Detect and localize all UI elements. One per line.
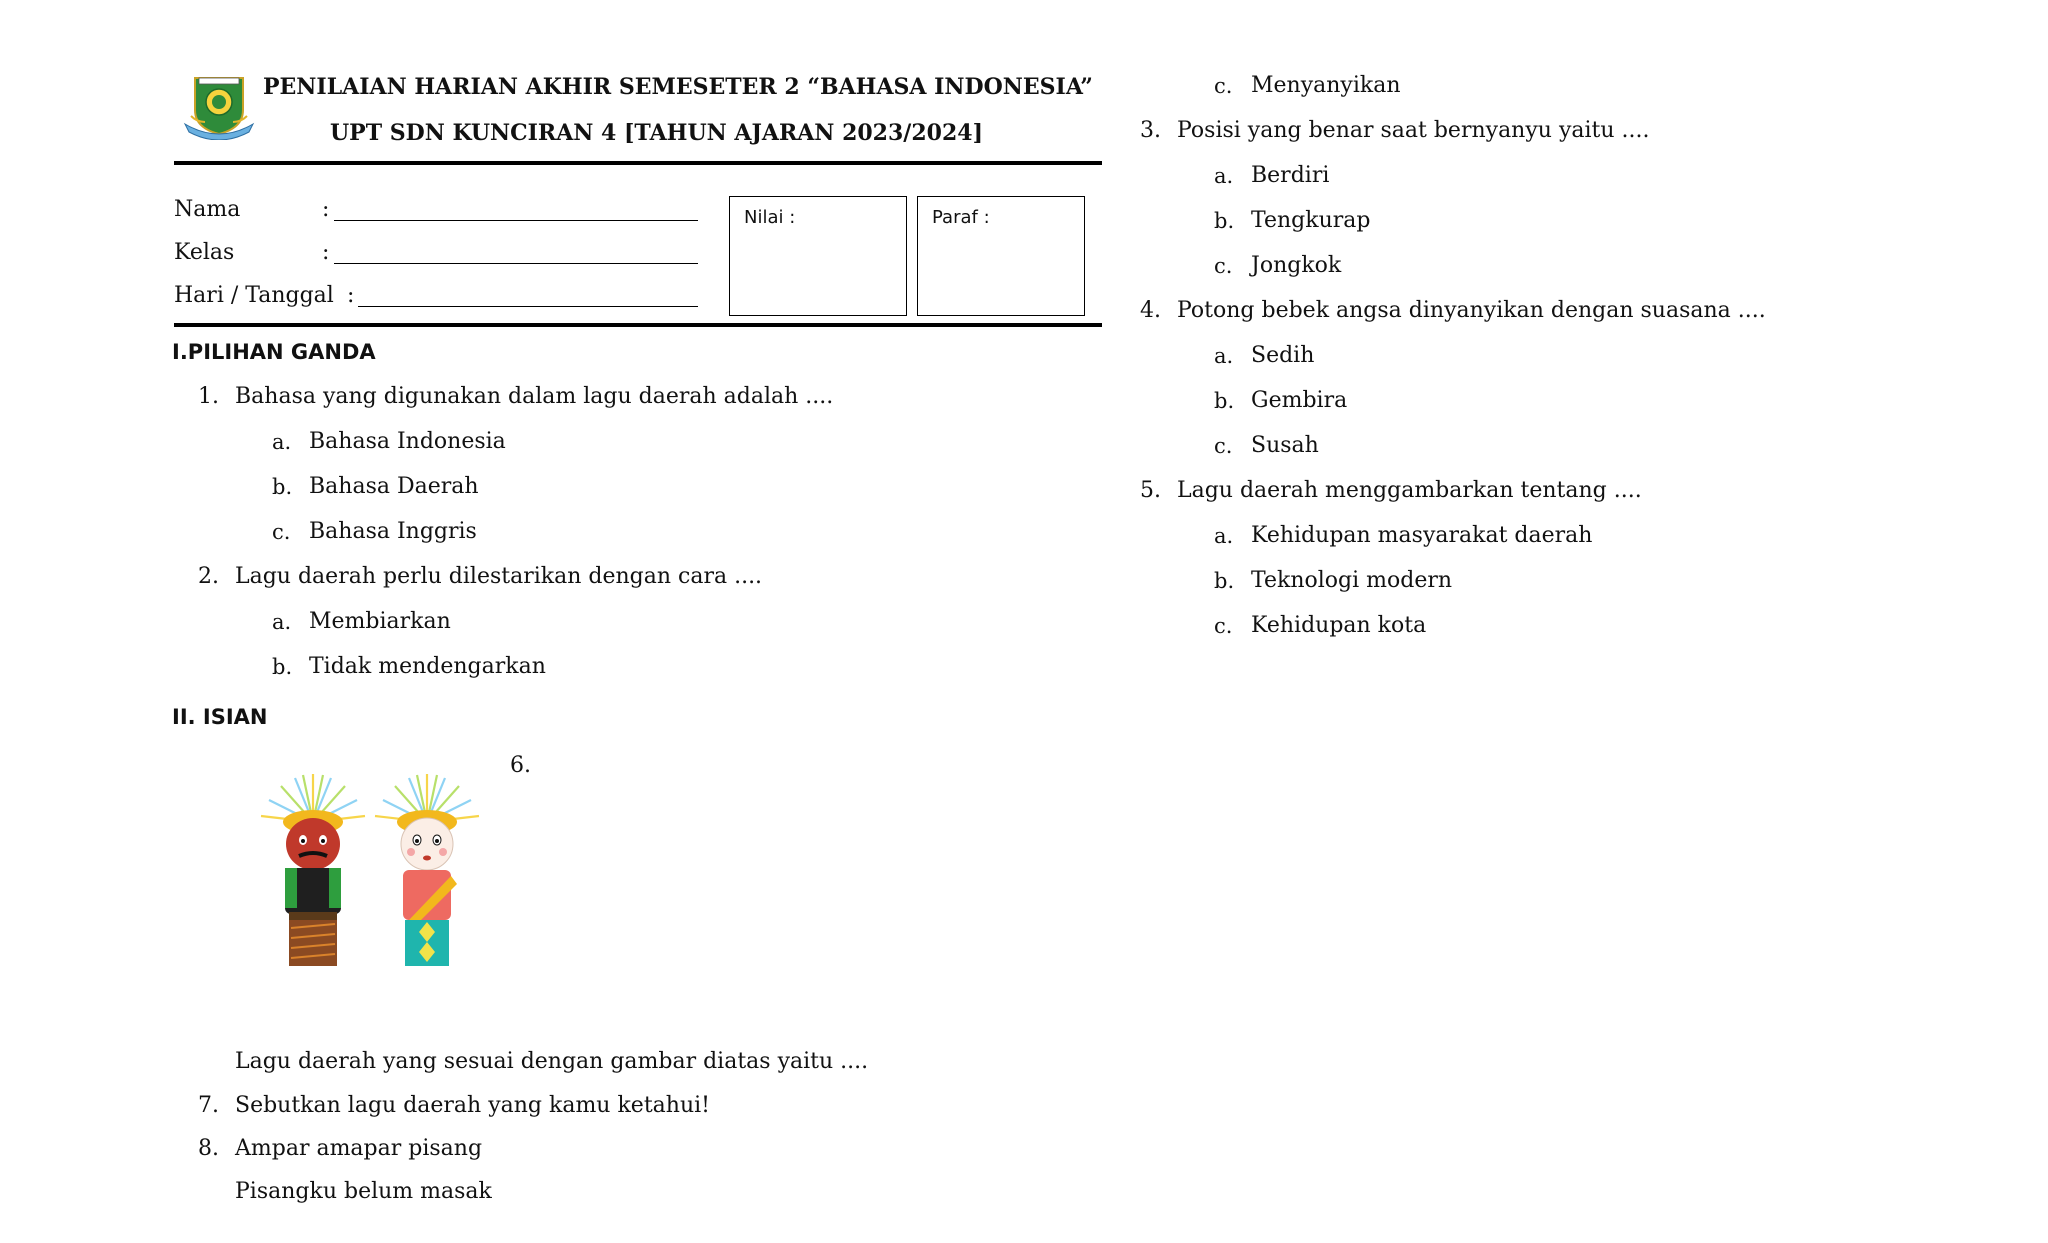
paraf-box[interactable] xyxy=(917,196,1085,316)
question-5-number: 5. xyxy=(1140,478,1161,503)
betawi-couple-illustration xyxy=(255,772,485,987)
hari-tanggal-field[interactable] xyxy=(358,306,698,307)
hari-tanggal-colon: : xyxy=(347,283,355,308)
question-5-text: Lagu daerah menggambarkan tentang .... xyxy=(1177,478,1642,503)
q3-option-c[interactable]: Jongkok xyxy=(1251,253,1342,278)
kelas-label: Kelas xyxy=(174,240,235,265)
q2-option-c[interactable]: Menyanyikan xyxy=(1251,73,1401,98)
q5-option-c[interactable]: Kehidupan kota xyxy=(1251,613,1427,638)
q3-option-c-letter: c. xyxy=(1214,254,1233,278)
section-2-title: ISIAN xyxy=(202,705,268,729)
nama-colon: : xyxy=(322,197,330,222)
section-1-title: PILIHAN GANDA xyxy=(187,340,376,364)
question-2-number: 2. xyxy=(198,564,219,589)
q2-option-a[interactable]: Membiarkan xyxy=(309,609,451,634)
section-1-heading xyxy=(172,340,376,364)
school-logo xyxy=(183,72,255,140)
question-6-number: 6. xyxy=(510,753,531,778)
question-8-line-2: Pisangku belum masak xyxy=(235,1179,492,1204)
question-7-number: 7. xyxy=(198,1093,219,1118)
school-subtitle: UPT SDN KUNCIRAN 4 [TAHUN AJARAN 2023/2024] xyxy=(330,120,983,146)
q5-option-b[interactable]: Teknologi modern xyxy=(1251,568,1453,593)
q1-option-b[interactable]: Bahasa Daerah xyxy=(309,474,479,499)
q1-option-a[interactable]: Bahasa Indonesia xyxy=(309,429,506,454)
q4-option-b-letter: b. xyxy=(1214,389,1235,413)
kelas-colon: : xyxy=(322,240,330,265)
nama-label: Nama xyxy=(174,197,241,222)
question-1-text: Bahasa yang digunakan dalam lagu daerah adalah .... xyxy=(235,384,834,409)
section-1-roman: I. xyxy=(172,340,188,364)
q4-option-b[interactable]: Gembira xyxy=(1251,388,1348,413)
question-6-text: Lagu daerah yang sesuai dengan gambar diatas yaitu .... xyxy=(235,1049,869,1074)
question-7-text: Sebutkan lagu daerah yang kamu ketahui! xyxy=(235,1093,710,1118)
nama-field[interactable] xyxy=(334,220,698,221)
q3-option-a[interactable]: Berdiri xyxy=(1251,163,1330,188)
q3-option-a-letter: a. xyxy=(1214,164,1234,188)
hari-tanggal-label: Hari / Tanggal xyxy=(174,283,334,308)
kelas-field[interactable] xyxy=(334,263,698,264)
section-2-roman: II. xyxy=(172,705,196,729)
question-3-number: 3. xyxy=(1140,118,1161,143)
q1-option-c[interactable]: Bahasa Inggris xyxy=(309,519,477,544)
q4-option-a[interactable]: Sedih xyxy=(1251,343,1315,368)
q2-option-b-letter: b. xyxy=(272,655,293,679)
paraf-label: Paraf : xyxy=(932,207,990,228)
q2-option-b[interactable]: Tidak mendengarkan xyxy=(309,654,546,679)
q1-option-c-letter: c. xyxy=(272,520,291,544)
question-1-number: 1. xyxy=(198,384,219,409)
school-emblem-icon xyxy=(183,72,255,140)
question-4-number: 4. xyxy=(1140,298,1161,323)
exam-title: PENILAIAN HARIAN AKHIR SEMESETER 2 “BAHASA INDONESIA” xyxy=(263,74,1093,100)
q3-option-b-letter: b. xyxy=(1214,209,1235,233)
header-top-rule xyxy=(174,161,1102,165)
section-2-heading xyxy=(172,705,268,729)
nilai-box[interactable] xyxy=(729,196,907,316)
q4-option-c-letter: c. xyxy=(1214,434,1233,458)
q5-option-c-letter: c. xyxy=(1214,614,1233,638)
q1-option-b-letter: b. xyxy=(272,475,293,499)
question-2-text: Lagu daerah perlu dilestarikan dengan cara .... xyxy=(235,564,763,589)
question-4-text: Potong bebek angsa dinyanyikan dengan suasana .... xyxy=(1177,298,1766,323)
q3-option-b[interactable]: Tengkurap xyxy=(1251,208,1371,233)
q2-option-c-letter: c. xyxy=(1214,74,1233,98)
q5-option-b-letter: b. xyxy=(1214,569,1235,593)
q5-option-a-letter: a. xyxy=(1214,524,1234,548)
question-8-line-1: Ampar amapar pisang xyxy=(235,1136,483,1161)
question-8-number: 8. xyxy=(198,1136,219,1161)
q1-option-a-letter: a. xyxy=(272,430,292,454)
q4-option-a-letter: a. xyxy=(1214,344,1234,368)
question-3-text: Posisi yang benar saat bernyanyu yaitu .... xyxy=(1177,118,1650,143)
q5-option-a[interactable]: Kehidupan masyarakat daerah xyxy=(1251,523,1593,548)
q2-option-a-letter: a. xyxy=(272,610,292,634)
nilai-label: Nilai : xyxy=(744,207,796,228)
q4-option-c[interactable]: Susah xyxy=(1251,433,1319,458)
header-bottom-rule xyxy=(174,323,1102,327)
